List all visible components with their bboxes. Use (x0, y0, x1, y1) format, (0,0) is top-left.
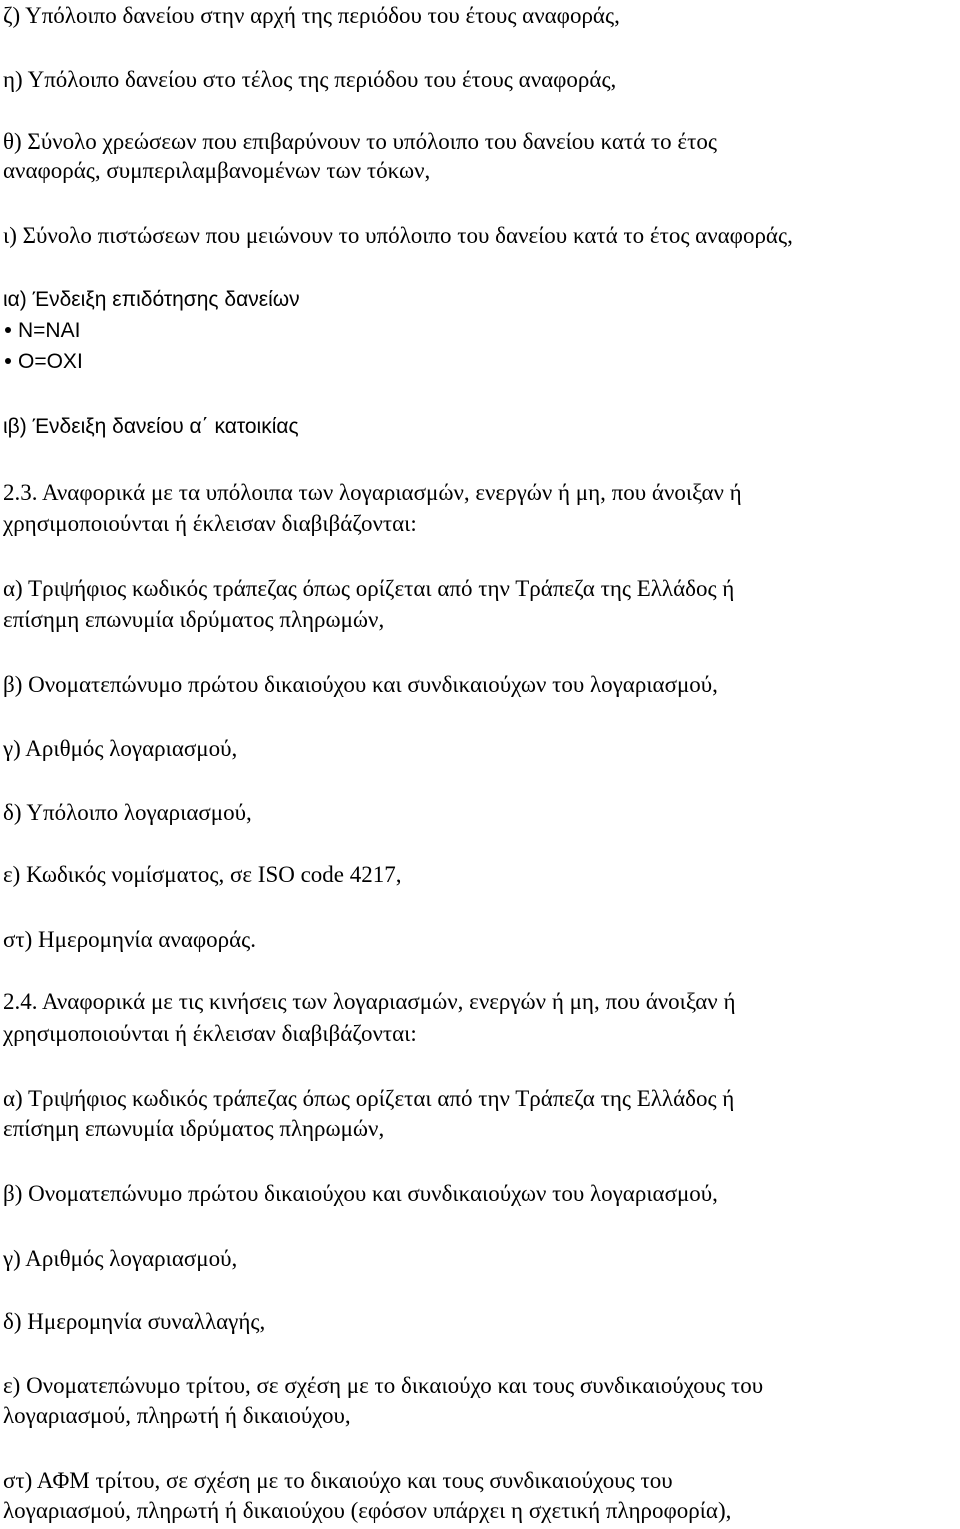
ia-option-no-label: Ο=ΟΧΙ (18, 350, 83, 373)
section-2-4-item-d: δ) Ημερομηνία συναλλαγής, (3, 1309, 266, 1334)
section-2-4-heading-line2: χρησιμοποιούνται ή έκλεισαν διαβιβάζονται: (3, 1021, 417, 1046)
item-ia-text: ια) Ένδειξη επιδότησης δανείων (3, 288, 300, 311)
section-2-3-heading-line2: χρησιμοποιούνται ή έκλεισαν διαβιβάζονται: (3, 511, 417, 536)
section-2-4-item-a-line1: α) Τριψήφιος κωδικός τράπεζας όπως ορίζεται από την Τράπεζα της Ελλάδος ή (3, 1086, 735, 1111)
ia-option-yes (3, 315, 80, 347)
bullet-icon (5, 327, 11, 333)
section-2-3-item-a-line2: επίσημη επωνυμία ιδρύματος πληρωμών, (3, 607, 385, 632)
item-th-text-line1: θ) Σύνολο χρεώσεων που επιβαρύνουν το υπόλοιπο του δανείου κατά το έτος (3, 129, 717, 154)
section-2-4-item-st-line1: στ) ΑΦΜ τρίτου, σε σχέση με το δικαιούχο και τους συνδικαιούχους του (3, 1468, 673, 1493)
section-2-3-item-b: β) Ονοματεπώνυμο πρώτου δικαιούχου και συνδικαιούχων του λογαριασμού, (3, 672, 718, 697)
section-2-3-item-d: δ) Υπόλοιπο λογαριασμού, (3, 800, 252, 825)
section-2-4-item-e-line2: λογαριασμού, πληρωτή ή δικαιούχου, (3, 1403, 351, 1428)
section-2-3-heading-line1: 2.3. Αναφορικά με τα υπόλοιπα των λογαριασμών, ενεργών ή μη, που άνοιξαν ή (3, 480, 742, 505)
section-2-3-item-g: γ) Αριθμός λογαριασμού, (3, 736, 238, 761)
section-2-4-item-a-line2: επίσημη επωνυμία ιδρύματος πληρωμών, (3, 1116, 385, 1141)
section-2-3-item-e: ε) Κωδικός νομίσματος, σε ISO code 4217, (3, 862, 402, 887)
item-th-text-line2: αναφοράς, συμπεριλαμβανομένων των τόκων, (3, 158, 431, 183)
ia-option-yes-label: Ν=ΝΑΙ (18, 319, 81, 342)
ia-option-no (3, 346, 83, 378)
section-2-4-item-e-line1: ε) Ονοματεπώνυμο τρίτου, σε σχέση με το δικαιούχο και τους συνδικαιούχους του (3, 1373, 764, 1398)
item-h-text: η) Υπόλοιπο δανείου στο τέλος της περιόδου του έτους αναφοράς, (3, 67, 617, 92)
item-z-text: ζ) Υπόλοιπο δανείου στην αρχή της περιόδου του έτους αναφοράς, (3, 3, 620, 28)
section-2-4-item-g: γ) Αριθμός λογαριασμού, (3, 1246, 238, 1271)
section-2-4-item-b: β) Ονοματεπώνυμο πρώτου δικαιούχου και συνδικαιούχων του λογαριασμού, (3, 1181, 718, 1206)
section-2-3-item-st: στ) Ημερομηνία αναφοράς. (3, 927, 257, 952)
item-i-text: ι) Σύνολο πιστώσεων που μειώνουν το υπόλοιπο του δανείου κατά το έτος αναφοράς, (3, 223, 793, 248)
section-2-3-item-a-line1: α) Τριψήφιος κωδικός τράπεζας όπως ορίζεται από την Τράπεζα της Ελλάδος ή (3, 576, 735, 601)
section-2-4-item-st-line2: λογαριασμού, πληρωτή ή δικαιούχου (εφόσον υπάρχει η σχετική πληροφορία), (3, 1498, 732, 1523)
item-ib-text: ιβ) Ένδειξη δανείου α΄ κατοικίας (3, 415, 299, 438)
section-2-4-heading-line1: 2.4. Αναφορικά με τις κινήσεις των λογαριασμών, ενεργών ή μη, που άνοιξαν ή (3, 989, 736, 1014)
bullet-icon (5, 358, 11, 364)
